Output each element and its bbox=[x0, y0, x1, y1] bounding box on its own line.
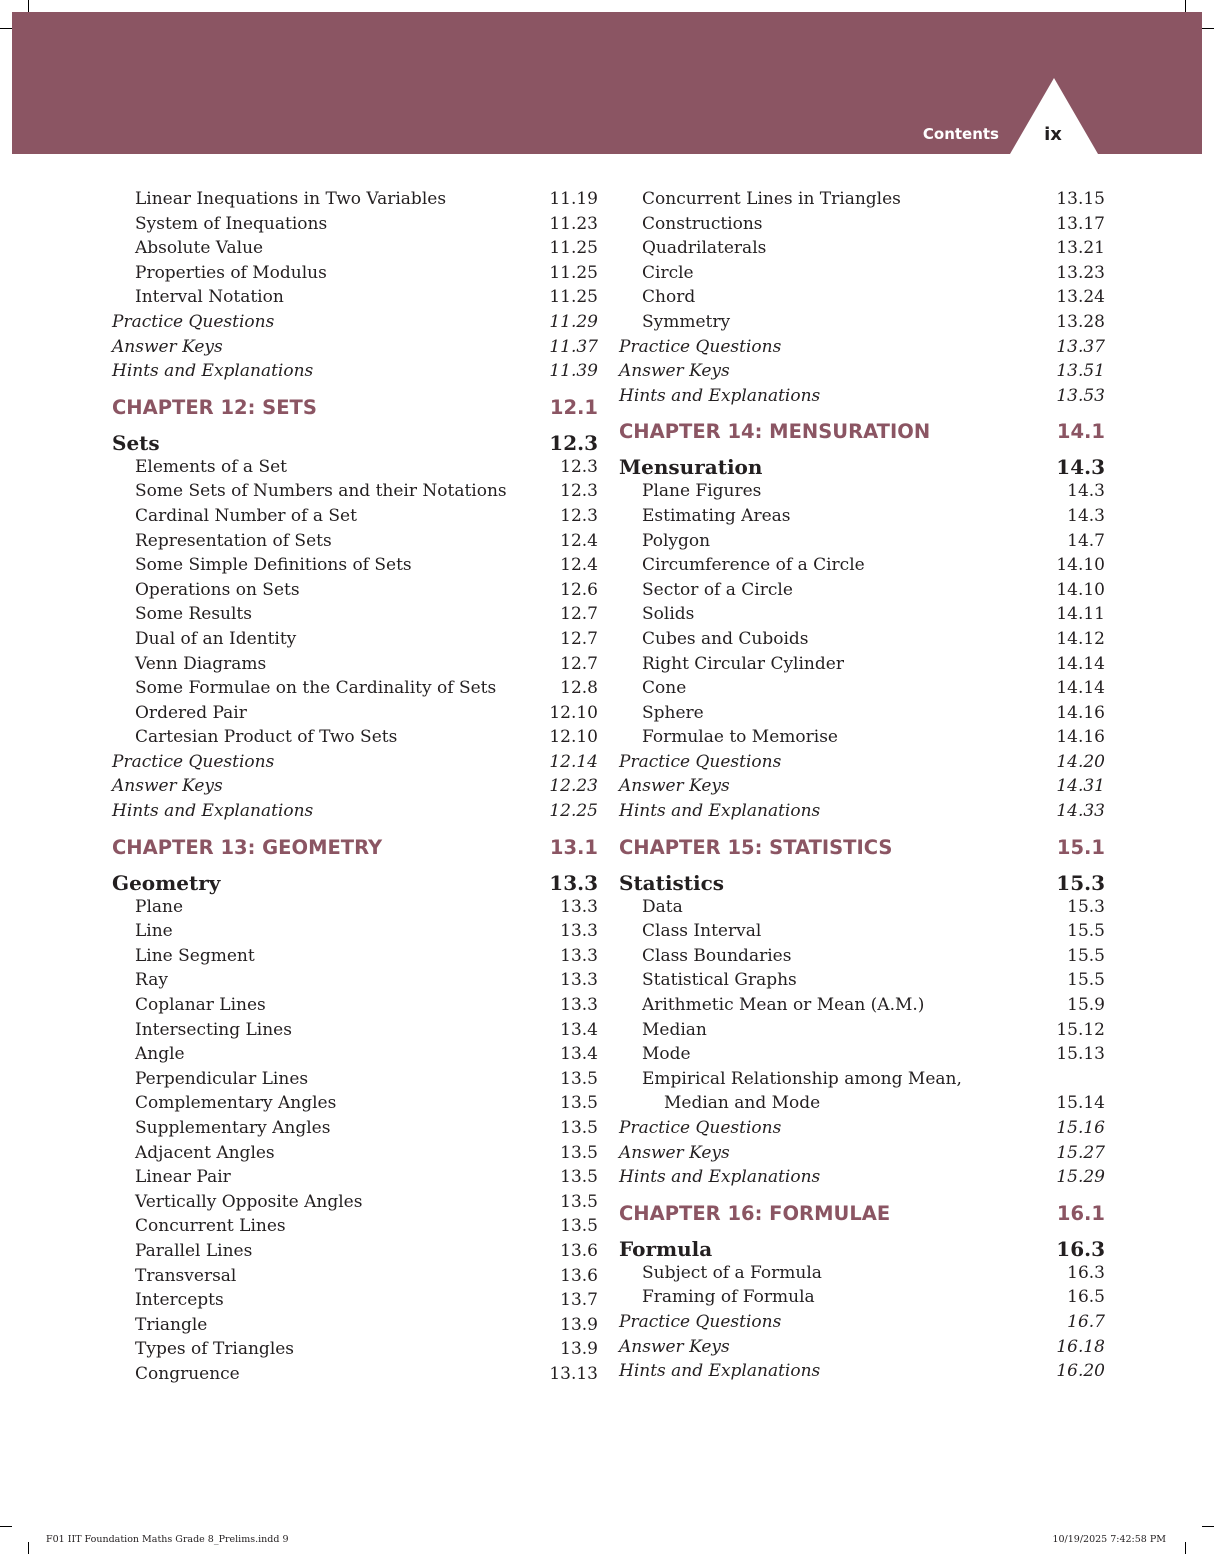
toc-entry-title: Polygon bbox=[642, 530, 711, 551]
page-ref: 11.25 bbox=[549, 262, 598, 283]
toc-entry-title: Adjacent Angles bbox=[135, 1142, 275, 1163]
toc-entry bbox=[112, 1067, 598, 1092]
page-ref: 13.21 bbox=[1056, 238, 1105, 259]
toc-entry-title: Dual of an Identity bbox=[135, 628, 297, 649]
page-ref: 12.3 bbox=[560, 481, 598, 502]
page-ref: 11.25 bbox=[549, 238, 598, 259]
toc-entry-title: Perpendicular Lines bbox=[135, 1068, 309, 1089]
toc-entry bbox=[619, 578, 1105, 603]
toc-entry bbox=[619, 968, 1105, 993]
toc-entry bbox=[619, 993, 1105, 1018]
toc-entry-title: Interval Notation bbox=[135, 287, 284, 308]
toc-backmatter-entry bbox=[112, 310, 598, 335]
page-ref: 13.5 bbox=[560, 1216, 598, 1237]
toc-entry bbox=[619, 310, 1105, 335]
running-head-title: Contents bbox=[922, 125, 999, 143]
toc-entry-title: Elements of a Set bbox=[135, 456, 288, 477]
toc-backmatter-entry bbox=[112, 750, 598, 775]
page-ref: 11.23 bbox=[549, 213, 598, 234]
toc-entry-title: Some Formulae on the Cardinality of Sets bbox=[135, 678, 497, 699]
toc-backmatter-entry bbox=[619, 1335, 1105, 1360]
page-ref: 12.4 bbox=[560, 530, 598, 551]
toc-entry-title: Cardinal Number of a Set bbox=[135, 505, 357, 526]
section-heading bbox=[619, 1237, 1105, 1261]
toc-entry-title: Supplementary Angles bbox=[135, 1118, 331, 1138]
toc-entry bbox=[619, 602, 1105, 627]
page-ref: 12.7 bbox=[560, 604, 598, 625]
page-ref: 14.14 bbox=[1056, 653, 1105, 674]
toc-entry bbox=[619, 529, 1105, 554]
page-ref: 15.3 bbox=[1056, 870, 1105, 895]
section-title: Geometry bbox=[112, 870, 221, 895]
section-title: Statistics bbox=[619, 870, 725, 895]
toc-entry bbox=[112, 212, 598, 237]
toc-entry bbox=[619, 1285, 1105, 1310]
toc-entry bbox=[619, 652, 1105, 677]
page-ref: 12.3 bbox=[560, 505, 598, 526]
toc-entry bbox=[112, 1264, 598, 1289]
page-ref: 13.17 bbox=[1056, 213, 1105, 234]
toc-entry-title: Practice Questions bbox=[112, 311, 275, 332]
page-ref: 13.5 bbox=[560, 1191, 598, 1212]
page-ref: 14.7 bbox=[1067, 530, 1105, 551]
toc-entry-title: Complementary Angles bbox=[135, 1093, 337, 1114]
page-ref: 15.5 bbox=[1067, 945, 1105, 966]
page-ref: 16.7 bbox=[1067, 1311, 1105, 1332]
toc-entry bbox=[619, 187, 1105, 212]
toc-entry bbox=[112, 895, 598, 920]
toc-entry-title: Formulae to Memorise bbox=[642, 727, 838, 748]
toc-entry-title: Practice Questions bbox=[619, 1118, 782, 1138]
toc-entry-title: Representation of Sets bbox=[135, 530, 332, 551]
section-heading bbox=[619, 871, 1105, 895]
toc-entry-title: Absolute Value bbox=[135, 238, 264, 259]
toc-backmatter-entry bbox=[112, 799, 598, 824]
page-ref: 12.10 bbox=[549, 727, 598, 748]
toc-entry bbox=[619, 285, 1105, 310]
toc-entry-title bbox=[642, 1067, 982, 1116]
toc-backmatter-entry bbox=[619, 1165, 1105, 1190]
toc-entry-title: Intersecting Lines bbox=[135, 1019, 292, 1040]
toc-entry-title: Hints and Explanations bbox=[112, 801, 314, 822]
toc-backmatter-entry bbox=[619, 750, 1105, 775]
page-ref: 13.4 bbox=[560, 1044, 598, 1065]
page-ref: 13.5 bbox=[560, 1118, 598, 1138]
toc-entry-title: Data bbox=[642, 896, 683, 917]
toc-entry-title: Sphere bbox=[642, 702, 704, 723]
page-ref: 15.12 bbox=[1056, 1019, 1105, 1040]
toc-entry bbox=[112, 919, 598, 944]
page-ref: 13.5 bbox=[560, 1093, 598, 1114]
page-ref: 14.3 bbox=[1067, 505, 1105, 526]
page-ref: 13.4 bbox=[560, 1019, 598, 1040]
toc-entry-title: Quadrilaterals bbox=[642, 238, 767, 259]
toc-entry bbox=[619, 1042, 1105, 1067]
toc-entry-title: Concurrent Lines bbox=[135, 1216, 286, 1237]
page-ref: 13.3 bbox=[549, 870, 598, 895]
page-ref: 15.27 bbox=[1056, 1142, 1105, 1163]
chapter-title: CHAPTER 16: FORMULAE bbox=[619, 1201, 891, 1225]
section-heading bbox=[619, 455, 1105, 479]
toc-entry bbox=[619, 212, 1105, 237]
page-ref: 13.28 bbox=[1056, 311, 1105, 332]
toc-entry bbox=[619, 676, 1105, 701]
chapter-heading bbox=[619, 1203, 1105, 1225]
toc-entry-title: System of Inequations bbox=[135, 213, 328, 234]
toc-entry-title-line: Empirical Relationship among Mean, bbox=[642, 1068, 962, 1089]
toc-entry bbox=[112, 1091, 598, 1116]
toc-entry-title: Some Sets of Numbers and their Notations bbox=[135, 481, 507, 502]
page-ref: 13.13 bbox=[549, 1363, 598, 1384]
toc-entry bbox=[112, 1018, 598, 1043]
toc-entry-title: Congruence bbox=[135, 1363, 240, 1384]
page-ref: 11.37 bbox=[549, 336, 598, 357]
toc-entry bbox=[112, 578, 598, 603]
crop-mark bbox=[28, 0, 29, 12]
toc-backmatter-entry bbox=[619, 1116, 1105, 1141]
toc-entry bbox=[112, 652, 598, 677]
crop-mark bbox=[1202, 28, 1214, 29]
page-ref: 13.3 bbox=[560, 896, 598, 917]
toc-entry bbox=[112, 968, 598, 993]
toc-entry-title: Vertically Opposite Angles bbox=[135, 1191, 363, 1212]
toc-entry-title: Angle bbox=[135, 1044, 185, 1065]
page-ref: 16.5 bbox=[1067, 1287, 1105, 1308]
page-ref: 11.39 bbox=[549, 361, 598, 382]
page-ref: 13.5 bbox=[560, 1167, 598, 1188]
page-number: ix bbox=[1044, 124, 1062, 145]
page-ref: 13.3 bbox=[560, 921, 598, 942]
toc-entry bbox=[112, 455, 598, 480]
toc-entry bbox=[112, 1337, 598, 1362]
chapter-heading bbox=[619, 837, 1105, 859]
crop-mark bbox=[28, 1542, 29, 1554]
toc-entry-title: Plane Figures bbox=[642, 481, 762, 502]
toc-left-column bbox=[112, 187, 598, 1387]
toc-entry bbox=[619, 553, 1105, 578]
page-ref: 15.3 bbox=[1067, 896, 1105, 917]
page-ref: 15.14 bbox=[1056, 1093, 1105, 1114]
toc-entry-title: Hints and Explanations bbox=[112, 361, 314, 382]
page-ref: 16.3 bbox=[1056, 1236, 1105, 1261]
section-heading bbox=[112, 871, 598, 895]
toc-entry-title: Parallel Lines bbox=[135, 1240, 253, 1261]
page-ref: 16.20 bbox=[1056, 1361, 1105, 1382]
toc-entry-title: Circumference of a Circle bbox=[642, 555, 865, 576]
toc-entry bbox=[112, 504, 598, 529]
toc-entry-title: Symmetry bbox=[642, 311, 731, 332]
section-title: Formula bbox=[619, 1236, 713, 1261]
footer-timestamp: 10/19/2025 7:42:58 PM bbox=[1052, 1534, 1166, 1545]
toc-entry-title: Line Segment bbox=[135, 945, 255, 966]
crop-mark bbox=[1202, 1526, 1214, 1527]
toc-entry-title: Practice Questions bbox=[619, 336, 782, 357]
toc-entry-title: Arithmetic Mean or Mean (A.M.) bbox=[642, 995, 925, 1016]
toc-entry-title: Circle bbox=[642, 262, 694, 283]
toc-entry-title: Hints and Explanations bbox=[619, 1361, 821, 1382]
toc-backmatter-entry bbox=[619, 774, 1105, 799]
toc-entry bbox=[112, 627, 598, 652]
toc-entry bbox=[112, 1165, 598, 1190]
page-ref: 15.29 bbox=[1056, 1167, 1105, 1188]
toc-backmatter-entry bbox=[619, 359, 1105, 384]
toc-entry bbox=[112, 676, 598, 701]
toc-entry-title: Mode bbox=[642, 1044, 691, 1065]
page-ref: 14.3 bbox=[1056, 455, 1105, 480]
toc-entry bbox=[112, 725, 598, 750]
toc-entry-title: Some Results bbox=[135, 604, 252, 625]
toc-entry bbox=[112, 1239, 598, 1264]
page-ref: 12.4 bbox=[560, 555, 598, 576]
toc-entry-title: Answer Keys bbox=[619, 1142, 730, 1163]
toc-entry-title: Operations on Sets bbox=[135, 579, 300, 600]
toc-backmatter-entry bbox=[619, 1359, 1105, 1384]
toc-entry-title: Hints and Explanations bbox=[619, 801, 821, 822]
page-ref: 11.29 bbox=[549, 311, 598, 332]
toc-entry-title: Linear Pair bbox=[135, 1167, 231, 1188]
chapter-title: CHAPTER 13: GEOMETRY bbox=[112, 835, 383, 859]
chapter-title: CHAPTER 12: SETS bbox=[112, 395, 317, 419]
toc-entry bbox=[112, 1042, 598, 1067]
toc-entry bbox=[619, 895, 1105, 920]
toc-entry-title: Intercepts bbox=[135, 1290, 224, 1311]
toc-backmatter-entry bbox=[112, 335, 598, 360]
chapter-title: CHAPTER 14: MENSURATION bbox=[619, 420, 931, 444]
chapter-heading bbox=[112, 397, 598, 419]
toc-entry-title: Some Simple Definitions of Sets bbox=[135, 555, 412, 576]
page-ref: 13.53 bbox=[1056, 385, 1105, 406]
page-ref: 15.9 bbox=[1067, 995, 1105, 1016]
toc-entry-title: Answer Keys bbox=[619, 1336, 730, 1357]
toc-entry-title: Ordered Pair bbox=[135, 702, 247, 723]
page-ref: 13.6 bbox=[560, 1265, 598, 1286]
toc-entry-title: Cubes and Cuboids bbox=[642, 628, 809, 649]
toc-entry-title: Types of Triangles bbox=[135, 1339, 295, 1360]
page-ref: 13.6 bbox=[560, 1240, 598, 1261]
toc-entry bbox=[112, 1190, 598, 1215]
page-ref: 13.9 bbox=[560, 1339, 598, 1360]
toc-entry bbox=[619, 1018, 1105, 1043]
toc-entry bbox=[619, 236, 1105, 261]
toc-entry bbox=[112, 529, 598, 554]
toc-entry-title: Sector of a Circle bbox=[642, 579, 793, 600]
toc-entry bbox=[619, 701, 1105, 726]
page-ref: 14.11 bbox=[1056, 604, 1105, 625]
toc-backmatter-entry bbox=[619, 335, 1105, 360]
page-ref: 11.25 bbox=[549, 287, 598, 308]
page-ref: 12.7 bbox=[560, 628, 598, 649]
toc-entry bbox=[112, 553, 598, 578]
page-ref: 13.51 bbox=[1056, 361, 1105, 382]
page-ref: 13.15 bbox=[1056, 189, 1105, 209]
toc-entry bbox=[112, 285, 598, 310]
toc-entry bbox=[112, 1313, 598, 1338]
toc-entry-title: Framing of Formula bbox=[642, 1287, 815, 1308]
toc-entry-title: Practice Questions bbox=[619, 1311, 782, 1332]
page-ref: 13.5 bbox=[560, 1142, 598, 1163]
page-ref: 14.33 bbox=[1056, 801, 1105, 822]
toc-entry-title: Hints and Explanations bbox=[619, 1167, 821, 1188]
page-ref: 12.7 bbox=[560, 653, 598, 674]
toc-entry bbox=[619, 1261, 1105, 1286]
page-ref: 13.37 bbox=[1056, 336, 1105, 357]
page-ref: 14.10 bbox=[1056, 579, 1105, 600]
toc-backmatter-entry bbox=[619, 384, 1105, 409]
toc-entry-title: Class Boundaries bbox=[642, 945, 792, 966]
toc-entry-title: Estimating Areas bbox=[642, 505, 791, 526]
toc-entry-title-line: Median and Mode bbox=[664, 1093, 821, 1114]
page-ref: 15.5 bbox=[1067, 921, 1105, 942]
toc-entry-title: Venn Diagrams bbox=[135, 653, 267, 674]
page-ref: 14.12 bbox=[1056, 628, 1105, 649]
toc-entry-title: Cone bbox=[642, 678, 687, 699]
toc-entry bbox=[112, 602, 598, 627]
toc-backmatter-entry bbox=[112, 359, 598, 384]
page-ref: 13.3 bbox=[560, 970, 598, 991]
toc-entry bbox=[619, 261, 1105, 286]
toc-entry-title: Answer Keys bbox=[619, 361, 730, 382]
page-ref: 15.13 bbox=[1056, 1044, 1105, 1065]
chapter-heading bbox=[112, 837, 598, 859]
page-ref: 13.5 bbox=[560, 1068, 598, 1089]
page-ref: 16.1 bbox=[1056, 1201, 1105, 1225]
toc-entry-title: Statistical Graphs bbox=[642, 970, 797, 991]
page-ref: 14.1 bbox=[1056, 420, 1105, 444]
page-ref: 13.1 bbox=[549, 835, 598, 859]
toc-entry bbox=[112, 1141, 598, 1166]
toc-entry bbox=[619, 725, 1105, 750]
toc-entry bbox=[619, 1067, 1105, 1116]
toc-entry-title: Practice Questions bbox=[619, 751, 782, 772]
page-ref: 12.8 bbox=[560, 678, 598, 699]
page-ref: 13.24 bbox=[1056, 287, 1105, 308]
toc-entry-title: Answer Keys bbox=[619, 776, 730, 797]
page-ref: 15.5 bbox=[1067, 970, 1105, 991]
page-ref: 13.3 bbox=[560, 945, 598, 966]
crop-mark bbox=[0, 28, 12, 29]
toc-entry-title: Properties of Modulus bbox=[135, 262, 327, 283]
page-ref: 14.31 bbox=[1056, 776, 1105, 797]
section-title: Sets bbox=[112, 430, 160, 455]
toc-entry-title: Hints and Explanations bbox=[619, 385, 821, 406]
page-ref: 14.10 bbox=[1056, 555, 1105, 576]
crop-mark bbox=[0, 1526, 12, 1527]
page-ref: 12.25 bbox=[549, 801, 598, 822]
toc-entry-title: Concurrent Lines in Triangles bbox=[642, 189, 901, 209]
section-heading bbox=[112, 431, 598, 455]
toc-entry-title: Ray bbox=[135, 970, 168, 991]
toc-entry-title: Constructions bbox=[642, 213, 763, 234]
page-ref: 13.3 bbox=[560, 995, 598, 1016]
toc-backmatter-entry bbox=[619, 1141, 1105, 1166]
toc-entry bbox=[112, 261, 598, 286]
toc-backmatter-entry bbox=[619, 1310, 1105, 1335]
toc-entry bbox=[619, 504, 1105, 529]
toc-entry bbox=[112, 1288, 598, 1313]
toc-entry bbox=[112, 236, 598, 261]
page-ref: 12.14 bbox=[549, 751, 598, 772]
toc-entry-title: Practice Questions bbox=[112, 751, 275, 772]
page-ref: 14.20 bbox=[1056, 751, 1105, 772]
page-ref: 12.3 bbox=[549, 430, 598, 455]
toc-entry bbox=[112, 944, 598, 969]
page-ref: 12.1 bbox=[549, 395, 598, 419]
page-ref: 13.7 bbox=[560, 1290, 598, 1311]
page-ref: 12.23 bbox=[549, 776, 598, 797]
toc-entry-title: Linear Inequations in Two Variables bbox=[135, 189, 447, 209]
toc-entry-title: Median bbox=[642, 1019, 707, 1040]
toc-entry bbox=[619, 627, 1105, 652]
toc-entry-title: Class Interval bbox=[642, 921, 762, 942]
toc-entry-title: Answer Keys bbox=[112, 776, 223, 797]
toc-entry-title: Line bbox=[135, 921, 173, 942]
crop-mark bbox=[1185, 0, 1186, 12]
chapter-heading bbox=[619, 421, 1105, 443]
page-ref: 14.16 bbox=[1056, 702, 1105, 723]
toc-entry-title: Plane bbox=[135, 896, 184, 917]
toc-entry bbox=[619, 919, 1105, 944]
page-ref: 16.3 bbox=[1067, 1262, 1105, 1283]
toc-entry bbox=[619, 479, 1105, 504]
toc-right-column bbox=[619, 187, 1105, 1384]
page-ref: 11.19 bbox=[549, 189, 598, 209]
page-ref: 15.1 bbox=[1056, 835, 1105, 859]
page-ref: 14.3 bbox=[1067, 481, 1105, 502]
toc-entry-title: Coplanar Lines bbox=[135, 995, 266, 1016]
toc-entry bbox=[112, 993, 598, 1018]
toc-entry-title: Solids bbox=[642, 604, 695, 625]
toc-entry bbox=[112, 187, 598, 212]
page-ref: 16.18 bbox=[1056, 1336, 1105, 1357]
toc-backmatter-entry bbox=[619, 799, 1105, 824]
page-ref: 12.10 bbox=[549, 702, 598, 723]
toc-entry bbox=[112, 701, 598, 726]
toc-backmatter-entry bbox=[112, 774, 598, 799]
toc-entry-title: Transversal bbox=[135, 1265, 237, 1286]
footer-file: F01 IIT Foundation Maths Grade 8_Prelims.indd 9 bbox=[46, 1534, 289, 1545]
toc-entry bbox=[112, 1116, 598, 1141]
crop-mark bbox=[1185, 1542, 1186, 1554]
toc-entry-title: Triangle bbox=[135, 1314, 208, 1335]
toc-entry-title: Cartesian Product of Two Sets bbox=[135, 727, 398, 748]
page-ref: 15.16 bbox=[1056, 1118, 1105, 1138]
toc-entry-title: Answer Keys bbox=[112, 336, 223, 357]
toc-entry-title: Subject of a Formula bbox=[642, 1262, 822, 1283]
page-ref: 12.3 bbox=[560, 456, 598, 477]
toc-entry bbox=[112, 1362, 598, 1387]
toc-entry bbox=[112, 479, 598, 504]
page-ref: 14.16 bbox=[1056, 727, 1105, 748]
section-title: Mensuration bbox=[619, 455, 763, 480]
page-ref: 13.23 bbox=[1056, 262, 1105, 283]
toc-entry bbox=[619, 944, 1105, 969]
page-ref: 14.14 bbox=[1056, 678, 1105, 699]
toc-entry-title: Right Circular Cylinder bbox=[642, 653, 844, 674]
page-ref: 12.6 bbox=[560, 579, 598, 600]
page-ref: 13.9 bbox=[560, 1314, 598, 1335]
toc-entry bbox=[112, 1214, 598, 1239]
chapter-title: CHAPTER 15: STATISTICS bbox=[619, 835, 893, 859]
toc-entry-title: Chord bbox=[642, 287, 696, 308]
